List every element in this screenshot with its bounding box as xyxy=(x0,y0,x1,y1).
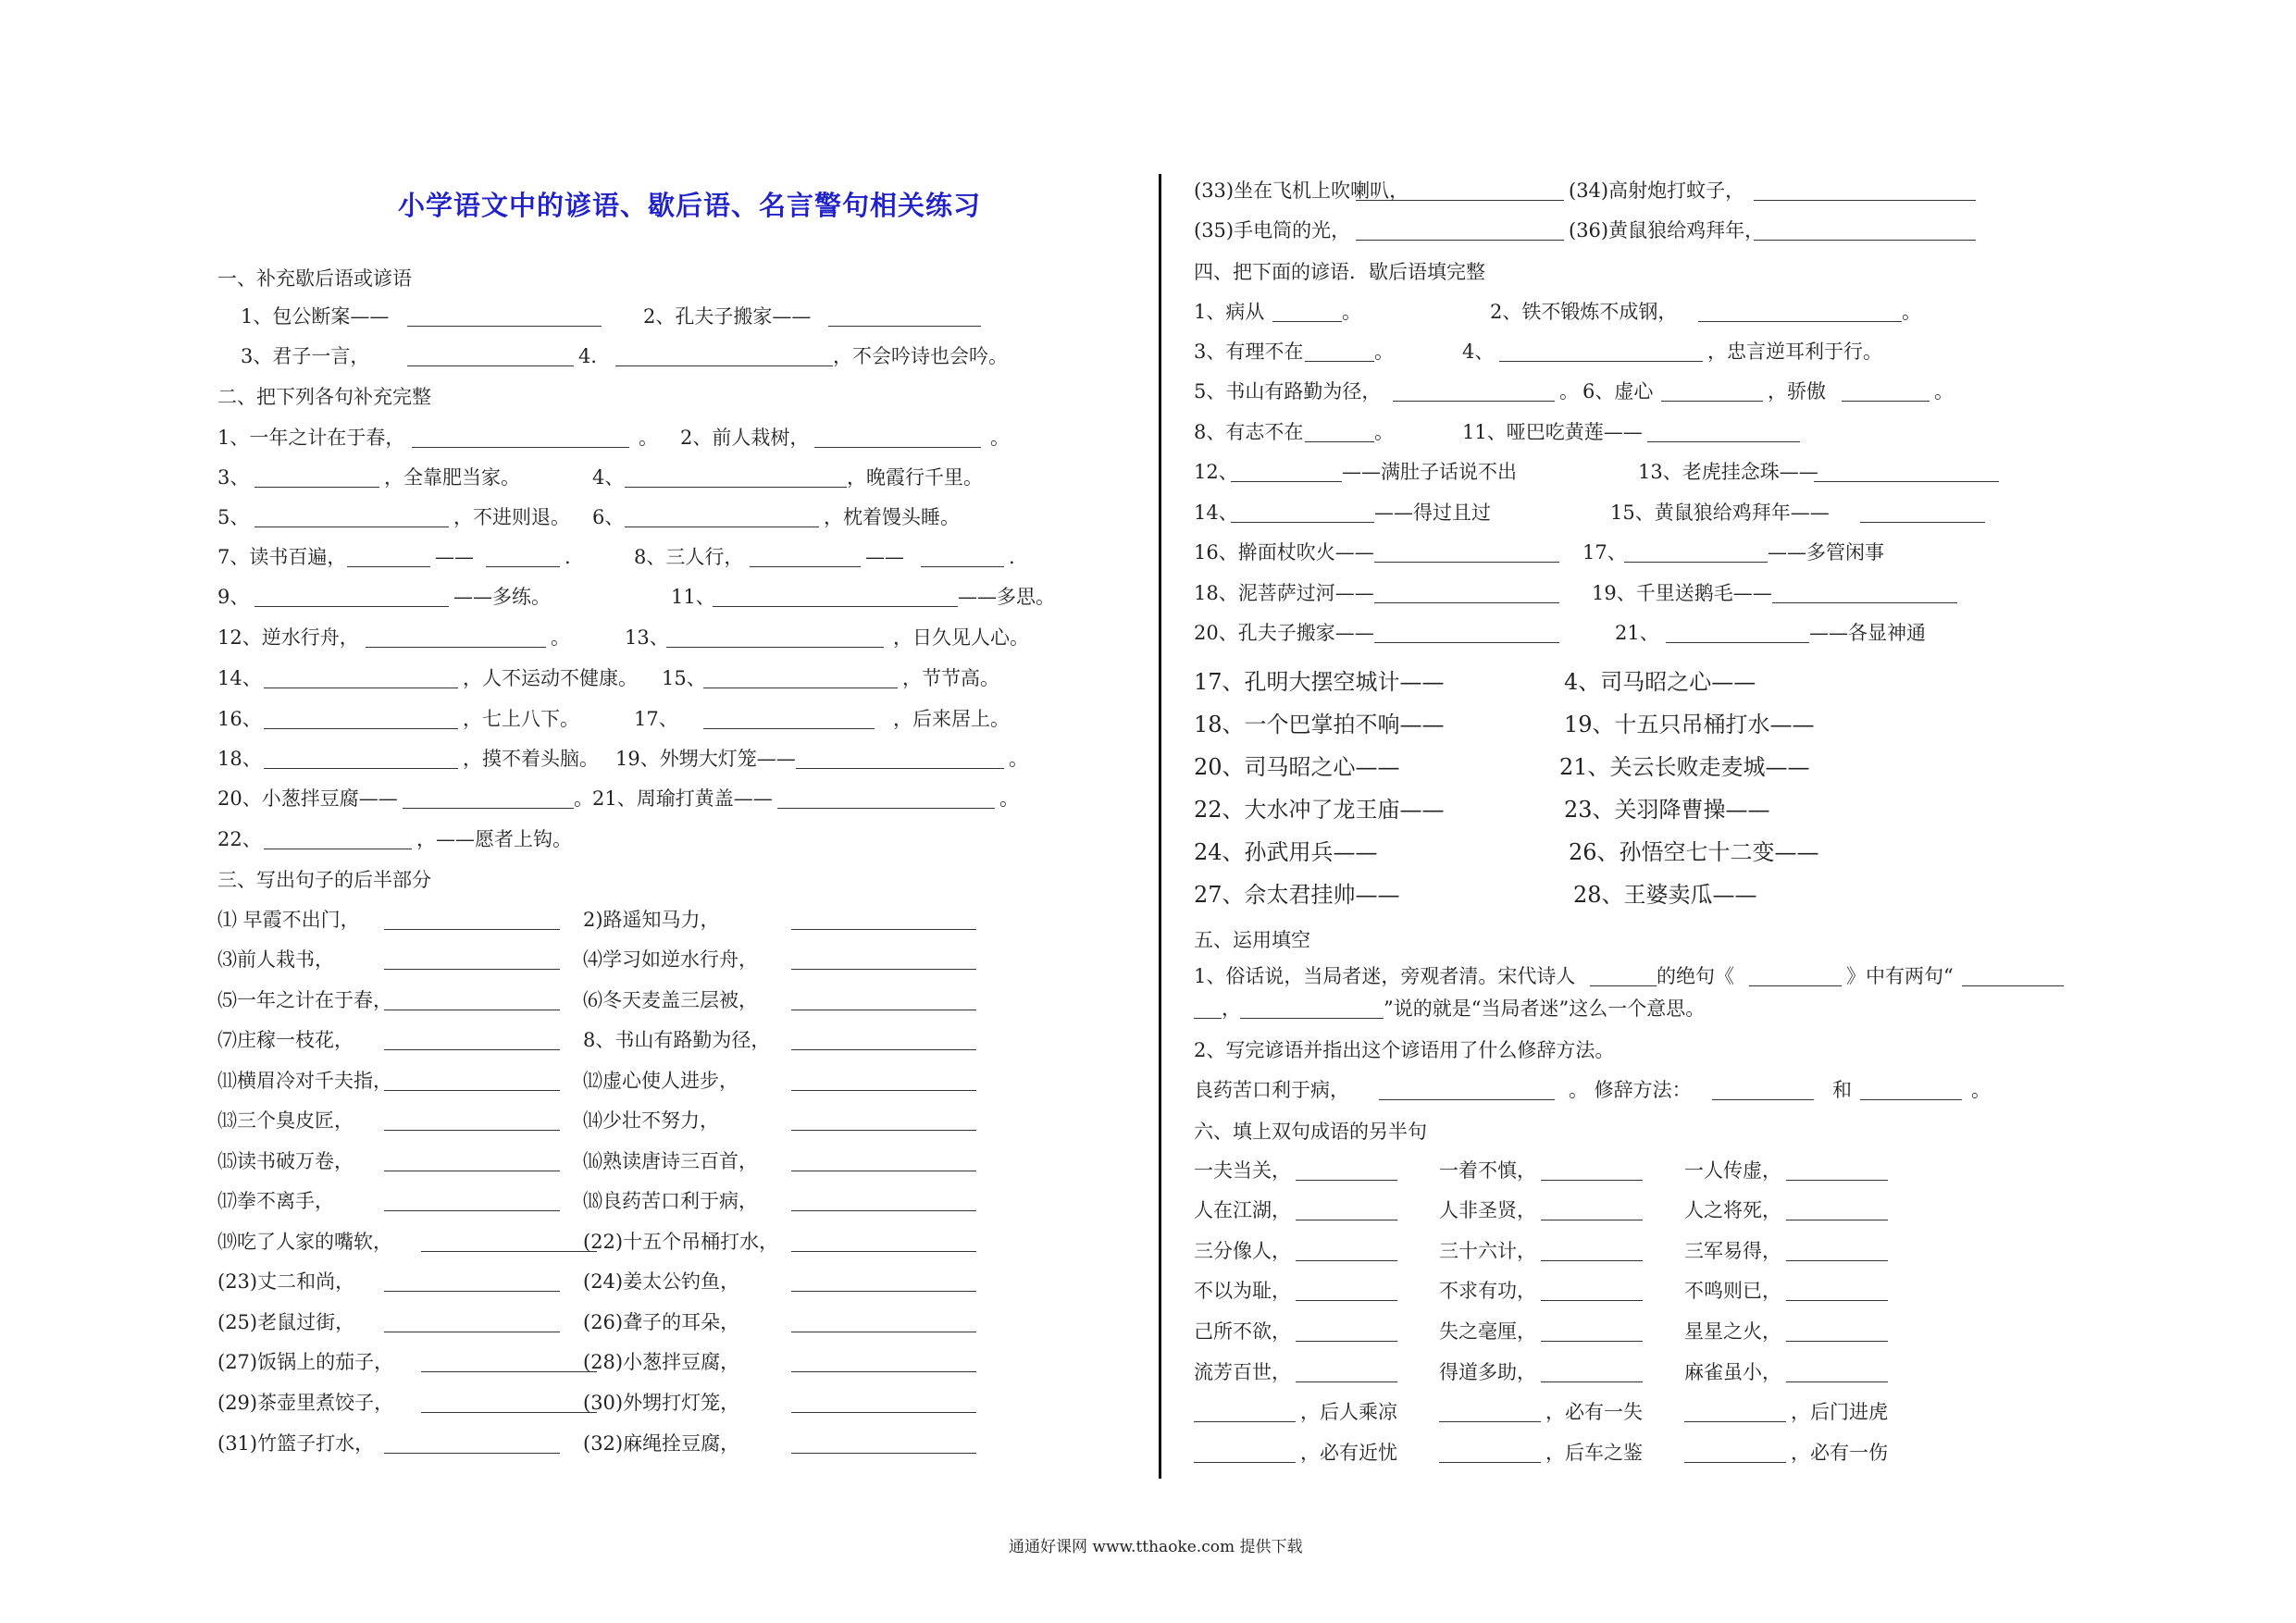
section-5-heading: 五、运用填空 xyxy=(1194,929,1310,951)
answer-blank[interactable] xyxy=(625,506,819,527)
answer-blank[interactable] xyxy=(1374,622,1559,643)
answer-blank[interactable] xyxy=(791,948,976,970)
answer-blank[interactable] xyxy=(1541,1280,1643,1301)
answer-blank[interactable] xyxy=(1684,1401,1786,1422)
answer-blank[interactable] xyxy=(1356,180,1564,201)
section-6-heading: 六、填上双句成语的另半句 xyxy=(1194,1121,1427,1143)
page-title: 小学语文中的谚语、歇后语、名言警句相关练习 xyxy=(398,190,982,221)
answer-blank[interactable] xyxy=(1231,502,1374,523)
answer-blank[interactable] xyxy=(814,427,981,448)
answer-blank[interactable] xyxy=(1379,1079,1555,1100)
answer-blank[interactable] xyxy=(777,787,995,809)
answer-blank[interactable] xyxy=(1647,421,1800,442)
answer-blank[interactable] xyxy=(407,345,574,366)
answer-blank[interactable] xyxy=(921,546,1004,567)
answer-blank[interactable] xyxy=(384,909,560,930)
answer-blank[interactable] xyxy=(1393,380,1555,402)
rhetoric-blank[interactable] xyxy=(1712,1079,1814,1100)
answer-blank[interactable] xyxy=(1374,541,1559,563)
answer-blank[interactable] xyxy=(625,466,847,488)
right-column: (33)坐在飞机上吹喇叭， (34)高射炮打蚊子， (35)手电筒的光， (36)黄鼠狼给鸡拜年， 四、把下面的谚语．歇后语填完整 1、病从 。 2、铁不锻炼不成钢， 。 3、有理不在 。 4、 ，忠言逆耳利于行。 5、书山有路勤为径， 。 6、虚心 ，骄傲 。 8、有志不在 。 11、哑巴吃黄莲—— 12、 ——满肚子话说不出 13、老虎挂念珠—— 14、 ——得过且过 15、黄鼠狼给鸡拜年—— 16、擀面杖吹火—— 17、 ——多管闲事 18、泥菩萨过河—— 19、千里送鹅毛—— 20、孔夫子搬家—— 21、 ——各显神通 17、孔明大摆空城计—— 4、司马昭之心—— 18、一个巴掌拍不响—— 19、十五只吊桶打水—— 20、司马昭之心—— 21、关云长败走麦城—— 22、大水冲了龙王庙—— 23、关羽降曹操—— 24、孙武用兵—— 26、孙悟空七十二变—— 27、佘太君挂帅—— 28、王婆卖瓜—— 五、运用填空 1、俗话说，当局者迷，旁观者清。宋代诗人 的绝句《 》中有两句“ ， ”说的就是“当局者迷”这么一个意思。 2、写完谚语并指出这个谚语用了什么修辞方法。 良药苦口利于病， 。 修辞方法： 和 。 六、填上双句成语的另半句 一夫当关， 一着不慎， 一人传虚， 人在江湖， 人非圣贤， 人之将死， 三分像人， 三十六计， 三军易得， 不以为耻， 不求有功， 不鸣则已， 己所不欲， 失之毫厘， 星星之火， 流芳百世， 得道多助， 麻雀虽小， ，后人乘凉 ，必有一失 ，后门进虎 ，必有近忧 ，后车之鉴 ，必有一伤 xyxy=(1194,0,2119,1623)
answer-blank[interactable] xyxy=(1786,1199,1888,1220)
answer-blank[interactable] xyxy=(791,1029,976,1050)
poem-title-blank[interactable] xyxy=(1749,965,1842,986)
answer-blank[interactable] xyxy=(264,708,458,729)
answer-blank[interactable] xyxy=(703,708,875,729)
answer-blank[interactable] xyxy=(264,748,458,769)
section-4-heading: 四、把下面的谚语．歇后语填完整 xyxy=(1194,261,1485,283)
divider xyxy=(1159,174,1161,1479)
section-3-heading: 三、写出句子的后半部分 xyxy=(217,869,431,891)
poet-blank[interactable] xyxy=(1590,965,1657,986)
answer-blank[interactable] xyxy=(1296,1320,1397,1342)
answer-blank[interactable] xyxy=(1786,1320,1888,1342)
answer-blank[interactable] xyxy=(1698,301,1902,322)
section-2-heading: 二、把下列各句补充完整 xyxy=(217,386,431,408)
answer-blank[interactable] xyxy=(1684,1442,1786,1463)
answer-blank[interactable] xyxy=(1541,1159,1643,1181)
answer-blank[interactable] xyxy=(1305,341,1374,362)
answer-blank[interactable] xyxy=(1842,380,1930,402)
answer-blank[interactable] xyxy=(1786,1240,1888,1261)
answer-blank[interactable] xyxy=(791,1311,976,1332)
answer-blank[interactable] xyxy=(1296,1199,1397,1220)
answer-blank[interactable] xyxy=(254,506,449,527)
answer-blank[interactable] xyxy=(1814,461,1999,482)
answer-blank[interactable] xyxy=(791,1231,976,1252)
answer-blank[interactable] xyxy=(791,1109,976,1131)
footer-credit: 通通好课网 www.tthaoke.com 提供下载 xyxy=(1009,1538,1303,1556)
answer-blank[interactable] xyxy=(1786,1361,1888,1382)
answer-blank[interactable] xyxy=(1541,1240,1643,1261)
answer-blank[interactable] xyxy=(384,1109,560,1131)
answer-blank[interactable] xyxy=(791,1270,976,1292)
answer-blank[interactable] xyxy=(1305,421,1374,442)
left-column: 小学语文中的谚语、歇后语、名言警句相关练习 一、补充歇后语或谚语 1、包公断案—— 2、孔夫子搬家—— 3、君子一言， 4． ，不会吟诗也会吟。 二、把下列各句补充完整 1、一年之计在于春， 。 2、前人栽树， 。 3、 ，全靠肥当家。 4、 ，晚霞行千里。 5、 ，不进则退。 6、 ，枕着馒头睡。 7、读书百遍， —— . 8、三人行， —— . 9、 ——多练。 11、 ——多思。 12、逆水行舟， 。 13、 ，日久见人心。 14、 ，人不运动不健康。 15、 ，节节高。 16、 ，七上八下。 17、 ，后来居上。 18、 ，摸不着头脑。 19、外甥大灯笼—— 。 20、小葱拌豆腐—— 。 21、周瑜打黄盖—— 。 22、 ，——愿者上钩。 三、写出句子的后半部分 ⑴ 早霞不出门， 2)路遥知马力， ⑶前人栽书， ⑷学习如逆水行舟， ⑸一年之计在于春， ⑹冬天麦盖三层被， ⑺庄稼一枝花， 8、书山有路勤为径， ⑾横眉冷对千夫指， ⑿虚心使人进步， ⒀三个臭皮匠， ⒁少壮不努力， ⒂读书破万卷， ⒃熟读唐诗三百首， ⒄拳不离手， ⒅良药苦口利于病， ⒆吃了人家的嘴软， (22)十五个吊桶打水， (23)丈二和尚， (24)姜太公钓鱼， (25)老鼠过街， (26)聋子的耳朵， (27)饭锅上的茄子， (28)小葱拌豆腐， (29)茶壶里煮饺子， (30)外甥打灯笼， (31)竹篮子打水， (32)麻绳拴豆腐， xyxy=(213,0,1111,1623)
answer-blank[interactable] xyxy=(791,1150,976,1171)
answer-blank[interactable] xyxy=(366,626,546,648)
answer-blank[interactable] xyxy=(1272,301,1342,322)
answer-blank[interactable] xyxy=(791,909,976,930)
answer-blank[interactable] xyxy=(1661,380,1763,402)
poem-line-blank[interactable] xyxy=(1194,997,1222,1019)
section-1-heading: 一、补充歇后语或谚语 xyxy=(217,267,412,290)
answer-blank[interactable] xyxy=(254,466,379,488)
answer-blank[interactable] xyxy=(713,586,958,607)
answer-blank[interactable] xyxy=(1786,1159,1888,1181)
answer-blank[interactable] xyxy=(384,1029,560,1050)
answer-blank[interactable] xyxy=(1296,1240,1397,1261)
answer-blank[interactable] xyxy=(791,1432,976,1454)
answer-blank[interactable] xyxy=(384,1150,560,1171)
answer-blank[interactable] xyxy=(1754,219,1976,241)
answer-blank[interactable] xyxy=(421,1231,597,1252)
answer-blank[interactable] xyxy=(1860,502,1985,523)
answer-blank[interactable] xyxy=(828,305,981,327)
answer-blank[interactable] xyxy=(615,345,833,366)
answer-blank[interactable] xyxy=(1194,1401,1296,1422)
answer-blank[interactable] xyxy=(1666,622,1809,643)
answer-blank[interactable] xyxy=(703,667,898,688)
poem-line-blank[interactable] xyxy=(1962,965,2064,986)
answer-blank[interactable] xyxy=(1541,1361,1643,1382)
answer-blank[interactable] xyxy=(791,1190,976,1211)
answer-blank[interactable] xyxy=(666,626,884,648)
answer-blank[interactable] xyxy=(407,305,602,327)
answer-blank[interactable] xyxy=(1296,1159,1397,1181)
answer-blank[interactable] xyxy=(1296,1280,1397,1301)
answer-blank[interactable] xyxy=(1754,180,1976,201)
answer-blank[interactable] xyxy=(791,1070,976,1091)
answer-blank[interactable] xyxy=(384,1432,560,1454)
answer-blank[interactable] xyxy=(421,1392,597,1413)
answer-blank[interactable] xyxy=(347,546,430,567)
answer-blank[interactable] xyxy=(1296,1361,1397,1382)
answer-blank[interactable] xyxy=(384,948,560,970)
answer-blank[interactable] xyxy=(1356,219,1564,241)
answer-blank[interactable] xyxy=(403,787,574,809)
answer-blank[interactable] xyxy=(1541,1199,1643,1220)
answer-blank[interactable] xyxy=(1772,582,1957,603)
answer-blank[interactable] xyxy=(1624,541,1768,563)
answer-blank[interactable] xyxy=(791,989,976,1010)
answer-blank[interactable] xyxy=(384,1190,560,1211)
answer-blank[interactable] xyxy=(412,427,629,448)
sec5-q2: 2、写完谚语并指出这个谚语用了什么修辞方法。 xyxy=(1194,1039,1615,1061)
answer-blank[interactable] xyxy=(1786,1280,1888,1301)
answer-blank[interactable] xyxy=(384,989,560,1010)
answer-blank[interactable] xyxy=(1541,1320,1643,1342)
answer-blank[interactable] xyxy=(791,1351,976,1372)
answer-blank[interactable] xyxy=(791,1392,976,1413)
poem-line-blank[interactable] xyxy=(1240,997,1384,1019)
answer-blank[interactable] xyxy=(1374,582,1559,603)
rhetoric-blank[interactable] xyxy=(1860,1079,1962,1100)
answer-blank[interactable] xyxy=(1439,1401,1541,1422)
answer-blank[interactable] xyxy=(1499,341,1703,362)
answer-blank[interactable] xyxy=(264,667,458,688)
answer-blank[interactable] xyxy=(384,1311,560,1332)
answer-blank[interactable] xyxy=(1194,1442,1296,1463)
answer-blank[interactable] xyxy=(264,828,412,849)
answer-blank[interactable] xyxy=(254,586,449,607)
answer-blank[interactable] xyxy=(1231,461,1342,482)
answer-blank[interactable] xyxy=(421,1351,597,1372)
answer-blank[interactable] xyxy=(384,1070,560,1091)
answer-blank[interactable] xyxy=(750,546,861,567)
answer-blank[interactable] xyxy=(1439,1442,1541,1463)
answer-blank[interactable] xyxy=(796,748,1004,769)
answer-blank[interactable] xyxy=(486,546,560,567)
answer-blank[interactable] xyxy=(384,1270,560,1292)
